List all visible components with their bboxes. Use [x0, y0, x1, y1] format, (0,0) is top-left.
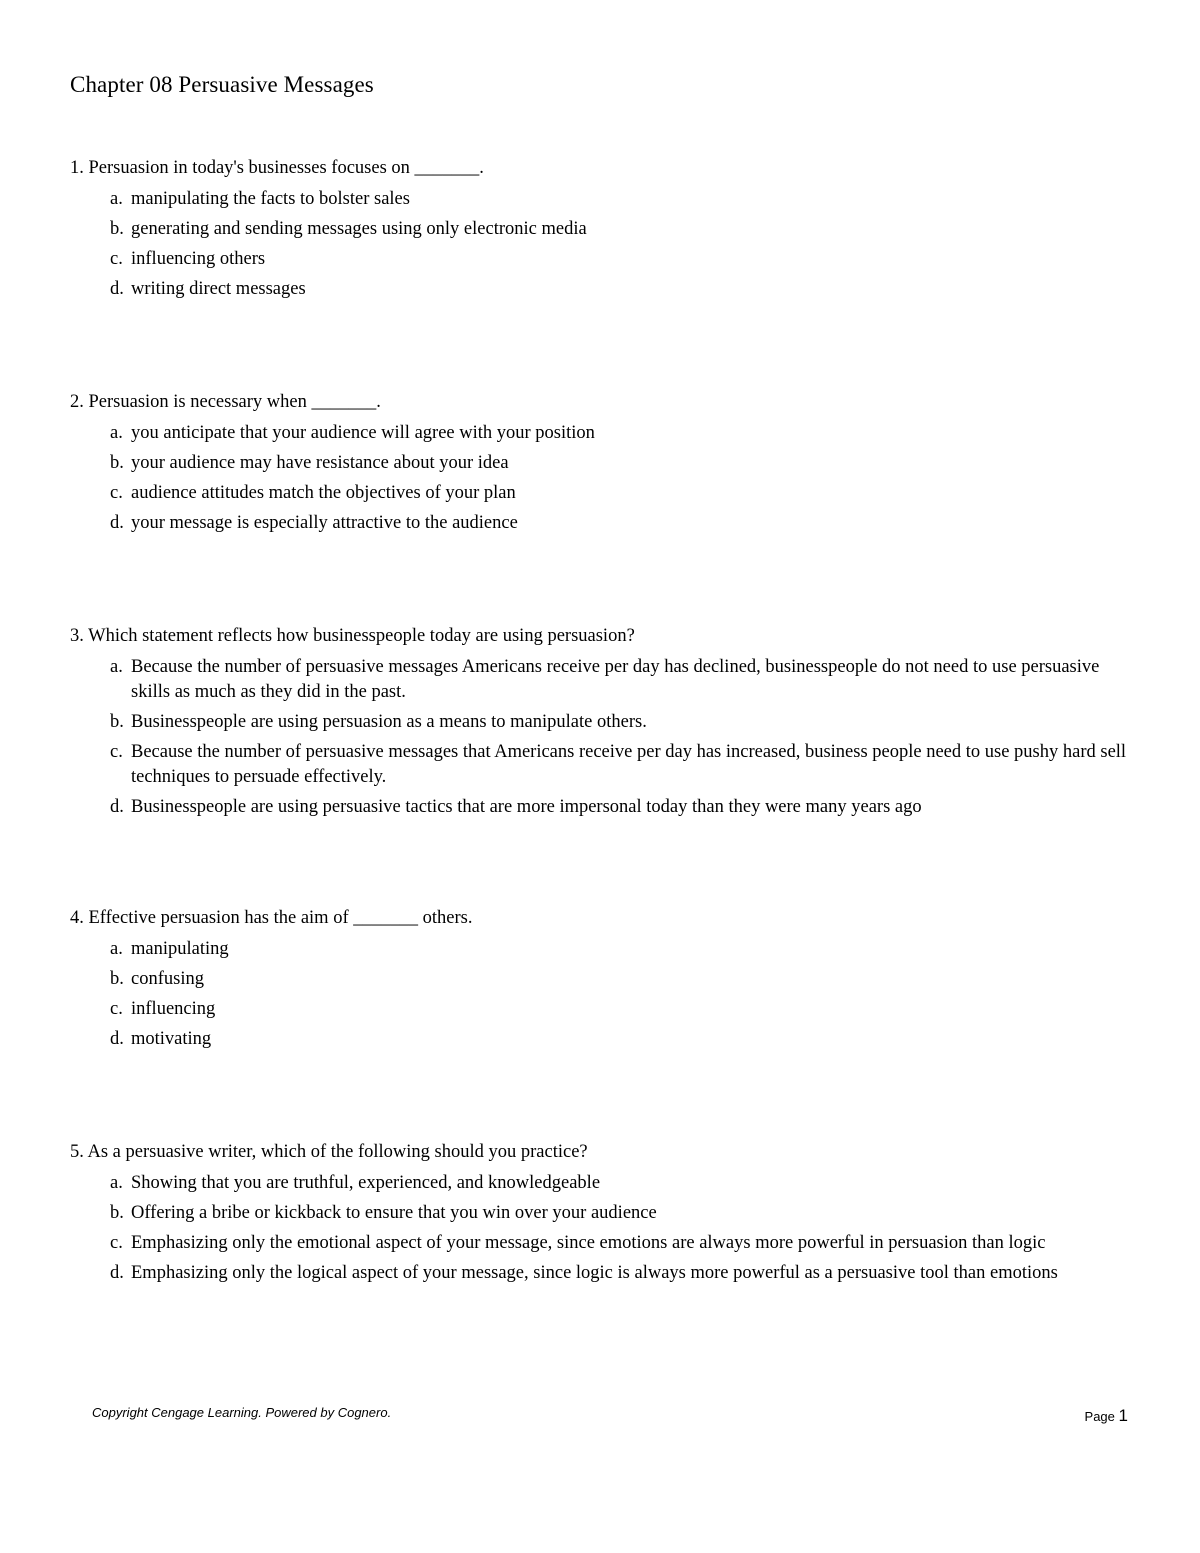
option-text: influencing — [131, 999, 216, 1019]
option-text: you anticipate that your audience will agree with your position — [131, 423, 595, 443]
answer-option-c — [70, 997, 1130, 1022]
page-label: Page — [1084, 1409, 1115, 1424]
option-text: your audience may have resistance about your idea — [131, 453, 509, 473]
answer-option-a — [70, 1171, 1130, 1196]
answer-option-d — [70, 511, 1130, 536]
answer-option-c — [70, 1231, 1130, 1256]
answer-option-a — [70, 655, 1130, 705]
option-text: Emphasizing only the logical aspect of your message, since logic is always more powerful as a persuasive tool than emotions — [131, 1263, 1058, 1283]
option-letter: b. — [110, 969, 124, 989]
option-text: Emphasizing only the emotional aspect of your message, since emotions are always more powerful in persuasion than logic — [131, 1233, 1046, 1253]
answer-option-c — [70, 247, 1130, 272]
option-text: motivating — [131, 1029, 212, 1049]
question-stem: 3. Which statement reflects how businesspeople today are using persuasion? — [70, 626, 635, 646]
question-stem: 1. Persuasion in today's businesses focuses on _______. — [70, 158, 484, 178]
question-stem: 5. As a persuasive writer, which of the following should you practice? — [70, 1142, 588, 1162]
option-letter: a. — [110, 657, 123, 677]
answer-option-a — [70, 421, 1130, 446]
question-2 — [70, 388, 1130, 536]
question-3 — [70, 622, 1130, 820]
answer-option-b — [70, 451, 1130, 476]
option-letter: c. — [110, 999, 123, 1019]
option-text: audience attitudes match the objectives of your plan — [131, 483, 516, 503]
option-letter: c. — [110, 742, 123, 762]
option-letter: d. — [110, 1029, 124, 1049]
answer-option-a — [70, 187, 1130, 212]
option-text: manipulating — [131, 939, 229, 959]
option-letter: a. — [110, 423, 123, 443]
option-text: writing direct messages — [131, 279, 306, 299]
option-letter: b. — [110, 219, 124, 239]
question-stem: 2. Persuasion is necessary when _______. — [70, 392, 381, 412]
answer-option-b — [70, 967, 1130, 992]
answer-option-c — [70, 481, 1130, 506]
option-letter: d. — [110, 797, 124, 817]
option-text: your message is especially attractive to the audience — [131, 513, 518, 533]
option-letter: b. — [110, 712, 124, 732]
option-text: manipulating the facts to bolster sales — [131, 189, 410, 209]
page-number: 1 — [1118, 1406, 1128, 1425]
option-letter: b. — [110, 453, 124, 473]
option-letter: d. — [110, 279, 124, 299]
copyright-footer: Copyright Cengage Learning. Powered by Cognero. — [92, 1405, 392, 1420]
answer-option-b — [70, 710, 1130, 735]
question-1 — [70, 154, 1130, 302]
answer-option-d — [70, 277, 1130, 302]
option-letter: a. — [110, 189, 123, 209]
page-title: Chapter 08 Persuasive Messages — [70, 72, 374, 97]
option-letter: d. — [110, 1263, 124, 1283]
option-text: generating and sending messages using only electronic media — [131, 219, 587, 239]
option-letter: c. — [110, 249, 123, 269]
option-text: Because the number of persuasive messages that Americans receive per day has increased, business people need to use pushy hard sell techniques to persuade effectively. — [131, 742, 1127, 787]
option-text: Because the number of persuasive messages Americans receive per day has declined, businesspeople do not need to use persuasive skills as much as they did in the past. — [131, 657, 1100, 702]
answer-option-a — [70, 937, 1130, 962]
answer-option-b — [70, 217, 1130, 242]
option-letter: b. — [110, 1203, 124, 1223]
option-text: Showing that you are truthful, experienced, and knowledgeable — [131, 1173, 601, 1193]
option-text: confusing — [131, 969, 204, 989]
option-letter: d. — [110, 513, 124, 533]
answer-option-d — [70, 1027, 1130, 1052]
option-letter: a. — [110, 939, 123, 959]
answer-option-d — [70, 795, 1130, 820]
option-text: Offering a bribe or kickback to ensure that you win over your audience — [131, 1203, 657, 1223]
answer-option-d — [70, 1261, 1130, 1286]
option-letter: a. — [110, 1173, 123, 1193]
option-letter: c. — [110, 1233, 123, 1253]
question-4 — [70, 904, 1130, 1052]
option-letter: c. — [110, 483, 123, 503]
answer-option-b — [70, 1201, 1130, 1226]
option-text: Businesspeople are using persuasive tactics that are more impersonal today than they were many years ago — [131, 797, 922, 817]
page-number-footer — [1085, 1406, 1128, 1426]
answer-option-c — [70, 740, 1130, 790]
option-text: influencing others — [131, 249, 266, 269]
question-5 — [70, 1138, 1130, 1286]
option-text: Businesspeople are using persuasion as a means to manipulate others. — [131, 712, 647, 732]
question-stem: 4. Effective persuasion has the aim of _______ others. — [70, 908, 473, 928]
